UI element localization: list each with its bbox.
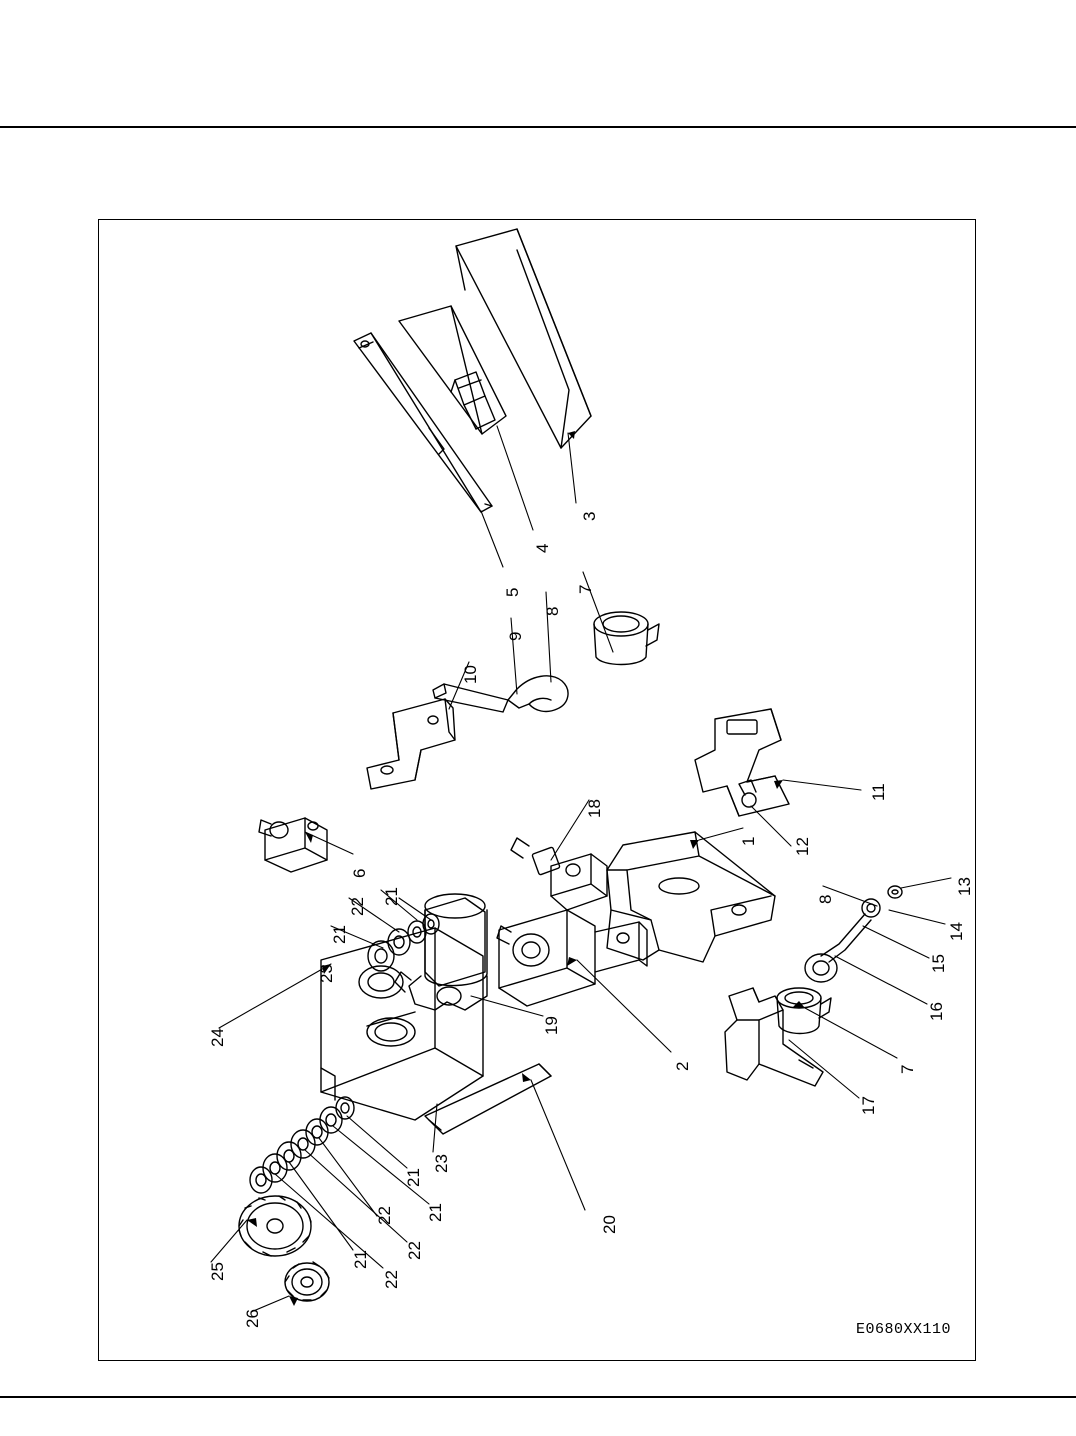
callout-21-d: 21 <box>426 1203 445 1222</box>
callout-21-e: 21 <box>351 1250 370 1269</box>
callout-19: 19 <box>542 1016 561 1035</box>
part-7-bushing-lower <box>777 988 831 1034</box>
exploded-parts-drawing <box>99 220 977 1362</box>
callout-22-b: 22 <box>375 1206 394 1225</box>
figure-frame <box>98 219 976 1361</box>
washer-stack-upper <box>368 914 439 971</box>
callout-22-a: 22 <box>348 897 367 916</box>
callout-10: 10 <box>461 665 480 684</box>
part-7-bushing-upper <box>594 612 659 665</box>
callout-2: 2 <box>673 1061 692 1071</box>
callout-17: 17 <box>859 1096 878 1115</box>
callout-3: 3 <box>580 511 599 521</box>
callout-22-c: 22 <box>405 1241 424 1260</box>
part-5-rail <box>354 333 492 512</box>
callout-6: 6 <box>350 868 369 878</box>
part-11-bracket <box>695 709 789 816</box>
callout-22-d: 22 <box>382 1270 401 1289</box>
callout-25: 25 <box>208 1262 227 1281</box>
callout-9: 9 <box>506 631 525 641</box>
leader-lines <box>208 426 951 1312</box>
callout-21-c: 21 <box>404 1168 423 1187</box>
callout-7-lower: 7 <box>898 1064 917 1074</box>
part-8-9-link <box>433 676 568 712</box>
callout-15: 15 <box>929 954 948 973</box>
callout-8-upper: 8 <box>543 606 562 616</box>
part-24-housing <box>321 928 483 1120</box>
part-6-block <box>259 818 327 872</box>
part-25-sprocket <box>239 1196 311 1256</box>
callout-11: 11 <box>869 783 888 801</box>
callout-1: 1 <box>739 836 758 846</box>
callout-21-a: 21 <box>382 887 401 906</box>
part-3-panel <box>456 229 591 448</box>
part-20-shaft <box>425 1064 551 1134</box>
callout-23-b: 23 <box>432 1154 451 1173</box>
washer-stack-lower <box>250 1097 354 1193</box>
callout-21-b: 21 <box>330 925 349 944</box>
callout-8-lower: 8 <box>816 894 835 904</box>
part-10-bracket <box>367 699 455 789</box>
footer-rule <box>0 1396 1076 1398</box>
callout-18: 18 <box>585 799 604 818</box>
callout-12: 12 <box>793 837 812 856</box>
callout-24: 24 <box>208 1028 227 1047</box>
callout-16: 16 <box>927 1002 946 1021</box>
part-4-panel <box>399 306 506 434</box>
part-18-fitting <box>511 838 607 910</box>
callout-23-a: 23 <box>317 964 336 983</box>
figure-code: E0680XX110 <box>855 1321 951 1338</box>
callout-26: 26 <box>243 1309 262 1328</box>
header-rule <box>0 126 1076 128</box>
callout-14: 14 <box>947 922 966 941</box>
part-2-motor <box>497 910 647 1006</box>
callout-13: 13 <box>955 877 974 896</box>
part-1-main-arm <box>607 832 775 962</box>
callout-7-upper: 7 <box>576 584 595 594</box>
part-12-pin <box>739 780 756 807</box>
callout-20: 20 <box>600 1215 619 1234</box>
part-19-pump <box>395 894 487 1010</box>
callout-5: 5 <box>503 587 522 597</box>
part-26-sprocket <box>285 1262 329 1301</box>
callout-4: 4 <box>533 543 552 553</box>
